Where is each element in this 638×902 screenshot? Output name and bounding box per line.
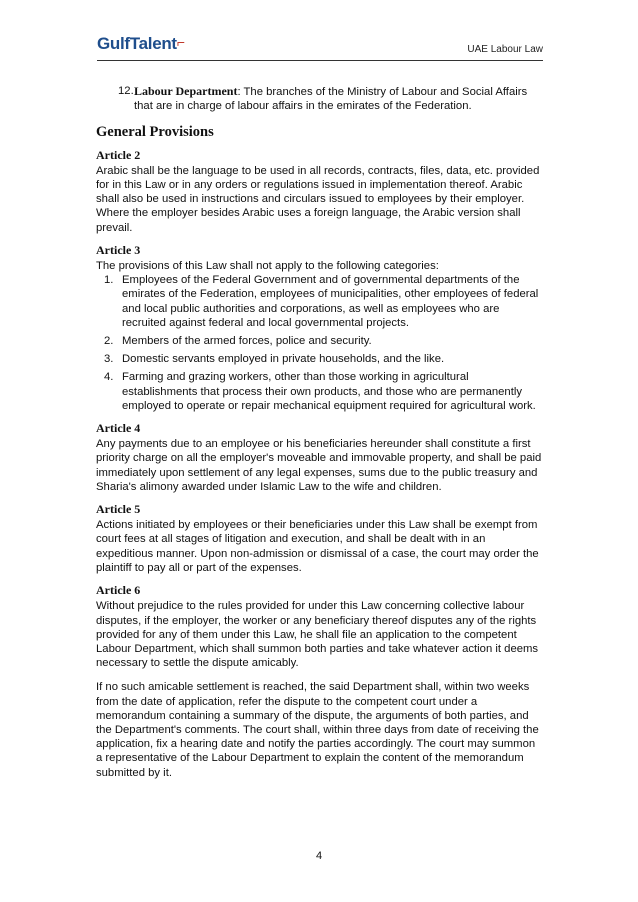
definition-text: : The branches of the Ministry of Labour and Social Affairs that are in charge of labour affairs in the emirates of the Federation.	[134, 86, 528, 113]
list-item-text: Members of the armed forces, police and security.	[122, 335, 372, 348]
list-item-text: Farming and grazing workers, other than those working in agricultural establishments that process their own products, and those who are permanently employed to operate or repair mechanical equipment required for agricultural work.	[122, 371, 536, 412]
logo-mark-icon: ⌐	[176, 34, 185, 50]
list-item-number: 2.	[104, 335, 114, 348]
article-6-title: Article 6	[96, 583, 141, 598]
article-5-title: Article 5	[96, 502, 141, 517]
article-5-text: Actions initiated by employees or their beneficiaries under this Law shall be exempt from court fees at all stages of litigation and execution, and shall be dealt with in an expeditious manner. Upon non-admission or dismissal of a case, the court may order the plaintiff to pay all or part of the expenses.	[96, 519, 539, 574]
article-3-list	[96, 273, 544, 413]
article-6-paragraph-2: If no such amicable settlement is reached, the said Department shall, within two weeks from the date of application, refer the dispute to the competent court under a memorandum containing a summary of the dispute, the arguments of both parties, and the Department's comments. The court shall, within three days from date of receiving the application, fix a hearing date and notify the parties accordingly. The court may summon a representative of the Labour Department to explain the content of the memorandum submitted by it.	[96, 681, 539, 779]
gulftalent-logo	[97, 34, 185, 54]
page-header	[97, 34, 543, 61]
logo-talent-text: Talent	[129, 34, 177, 53]
article-2-title: Article 2	[96, 147, 141, 162]
list-item	[104, 352, 544, 366]
page-content	[96, 84, 544, 780]
definition-body	[134, 84, 544, 113]
section-title: General Provisions	[96, 124, 214, 141]
definition-term: Labour Department	[134, 84, 238, 98]
logo-gulf-text: Gulf	[97, 34, 130, 53]
list-item-number: 4.	[104, 371, 114, 384]
list-item	[104, 334, 544, 348]
article-6-paragraph-1: Without prejudice to the rules provided for under this Law concerning collective labour disputes, if the employer, the worker or any beneficiary thereof disputes any of the rights provided for any of them under this Law, he shall file an application to the competent Labour Department, which shall summon both parties and take whatever action it deems necessary to settle the dispute amicably.	[96, 600, 539, 670]
list-item	[104, 370, 544, 413]
page-number: 4	[315, 850, 323, 862]
article-3-intro: The provisions of this Law shall not apply to the following categories:	[96, 260, 439, 273]
definition-number: 12.	[118, 85, 134, 97]
list-item-number: 3.	[104, 353, 114, 366]
list-item-text: Domestic servants employed in private households, and the like.	[122, 353, 445, 366]
list-item	[104, 273, 544, 330]
article-2-text: Arabic shall be the language to be used in all records, contracts, files, data, etc. provided for in this Law or in any orders or regulations issued in implementation thereof. Arabic shall also be used in instructions and circulars issued to employees by their employer. Where the employer besides Arabic uses a foreign language, the Arabic version shall prevail.	[96, 164, 540, 234]
article-4-title: Article 4	[96, 421, 141, 436]
list-item-text: Employees of the Federal Government and of governmental departments of the emirates of the Federation, employees of municipalities, other employees of federal and local public authorities and corporations, as well as employees who are recruited against federal and local governmental projects.	[122, 274, 539, 329]
document-title: UAE Labour Law	[467, 44, 543, 55]
list-item-number: 1.	[104, 274, 114, 287]
article-4-text: Any payments due to an employee or his beneficiaries hereunder shall constitute a first priority charge on all the employer's moveable and immovable property, and shall be paid immediately upon settlement of any legal expenses, sums due to the public treasury and Sharia's alimony awarded under Islamic Law to the wife and children.	[96, 438, 542, 493]
definition-item-12	[118, 84, 544, 113]
article-3-title: Article 3	[96, 242, 141, 257]
